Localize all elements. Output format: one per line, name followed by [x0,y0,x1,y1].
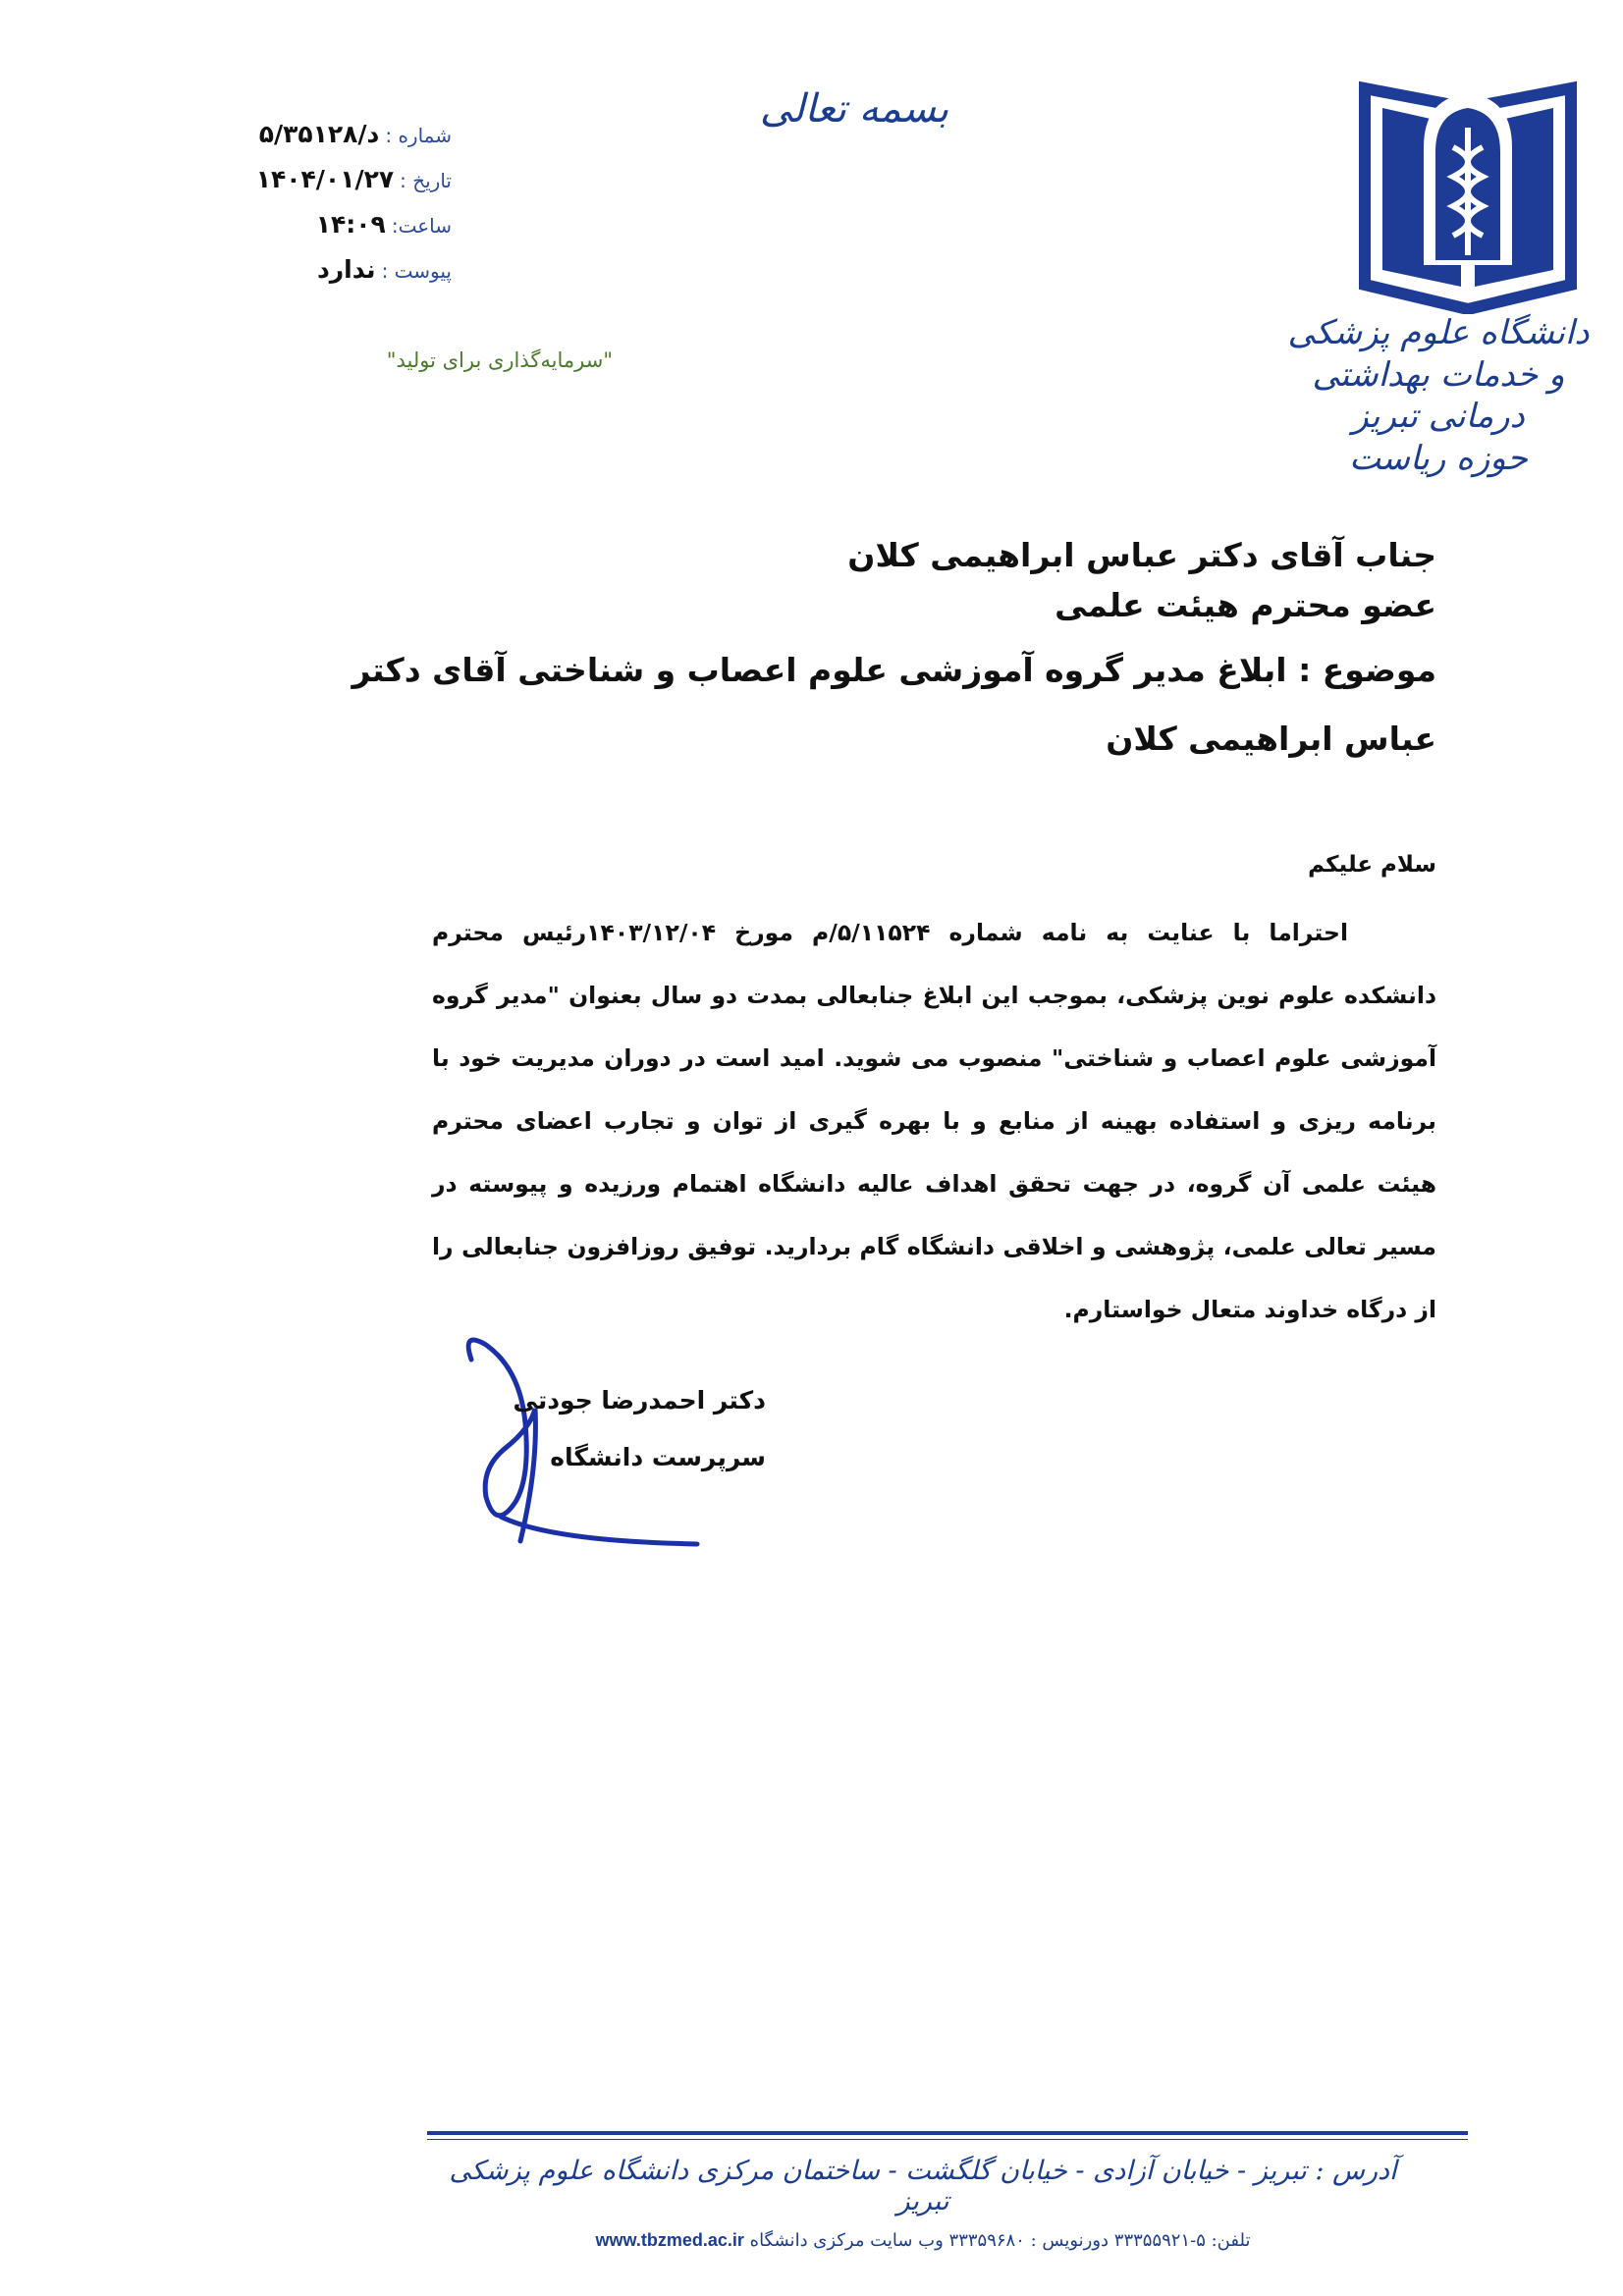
signatory-name: دکتر احمدرضا جودتی [513,1386,766,1415]
university-logo-icon [1355,69,1581,314]
recipient-name: جناب آقای دکتر عباس ابراهیمی کلان [847,536,1436,574]
footer-contact [432,2230,1414,2251]
meta-time-row [226,210,452,255]
meta-attachment-row [226,255,452,300]
date-value: ۱۴۰۴/۰۱/۲۷ [255,165,395,193]
attachment-value: ندارد [316,255,376,284]
org-name-line3: حوزه ریاست [1349,438,1528,478]
signatory-title: سرپرست دانشگاه [550,1443,766,1471]
org-name-line1: دانشگاه علوم پزشکی [1287,313,1590,352]
date-label: تاریخ : [400,169,452,192]
footer-phone: تلفن: ۵-۳۳۳۵۵۹۲۱ دورنویس : ۳۳۳۵۹۶۸۰ وب سایت مرکزی دانشگاه [749,2230,1251,2251]
attachment-label: پیوست : [381,259,452,283]
number-label: شماره : [385,124,452,147]
footer-website-link[interactable]: www.tbzmed.ac.ir [595,2230,744,2250]
greeting: سلام علیکم [1308,852,1436,878]
recipient-position: عضو محترم هیئت علمی [1055,586,1436,625]
letter-meta [226,120,452,300]
recipient-block [307,530,1436,773]
university-name [1276,312,1600,479]
letter-body: احتراما با عنایت به نامه شماره ۵/۱۱۵۲۴/م مورخ ۱۴۰۳/۱۲/۰۴رئیس محترم دانشکده علوم نوین پزشکی، بموجب این ابلاغ جنابعالی بمدت دو سال بعنوان "مدیر گروه آموزشی علوم اعصاب و شناختی" منصوب می شوید. امید است در دوران مدیریت خود با برنامه ریزی و استفاده بهینه از منابع و با بهره گیری از توان و تجارب اعضای محترم هیئت علمی آن گروه، در جهت تحقق اهداف عالیه دانشگاه اهتمام ورزیده و پیوسته در مسیر تعالی علمی، پژوهشی و اخلاقی دانشگاه گام بردارید. توفیق روزافزون جنابعالی را از درگاه خداوند متعال خواستارم. [432,919,1436,1323]
org-name-line2: و خدمات بهداشتی درمانی تبریز [1312,354,1565,436]
footer-address: آدرس : تبریز - خیابان آزادی - خیابان گلگشت - ساختمان مرکزی دانشگاه علوم پزشکی تبریز [449,2156,1397,2216]
bismillah-heading: بسمه تعالی [759,86,949,132]
footer-divider-thin [427,2139,1468,2140]
signatory [501,1372,766,1486]
letter-subject: موضوع : ابلاغ مدیر گروه آموزشی علوم اعصاب و شناختی آقای دکتر عباس ابراهیمی کلان [352,651,1436,758]
number-value: ۵/د/۳۵۱۲۸ [258,120,380,148]
meta-date-row [226,165,452,210]
time-label: ساعت: [391,214,452,238]
meta-number-row [226,120,452,165]
time-value: ۱۴:۰۹ [315,210,386,239]
slogan: "سرمایه‌گذاری برای تولید" [386,348,613,372]
footer-divider [427,2131,1468,2135]
